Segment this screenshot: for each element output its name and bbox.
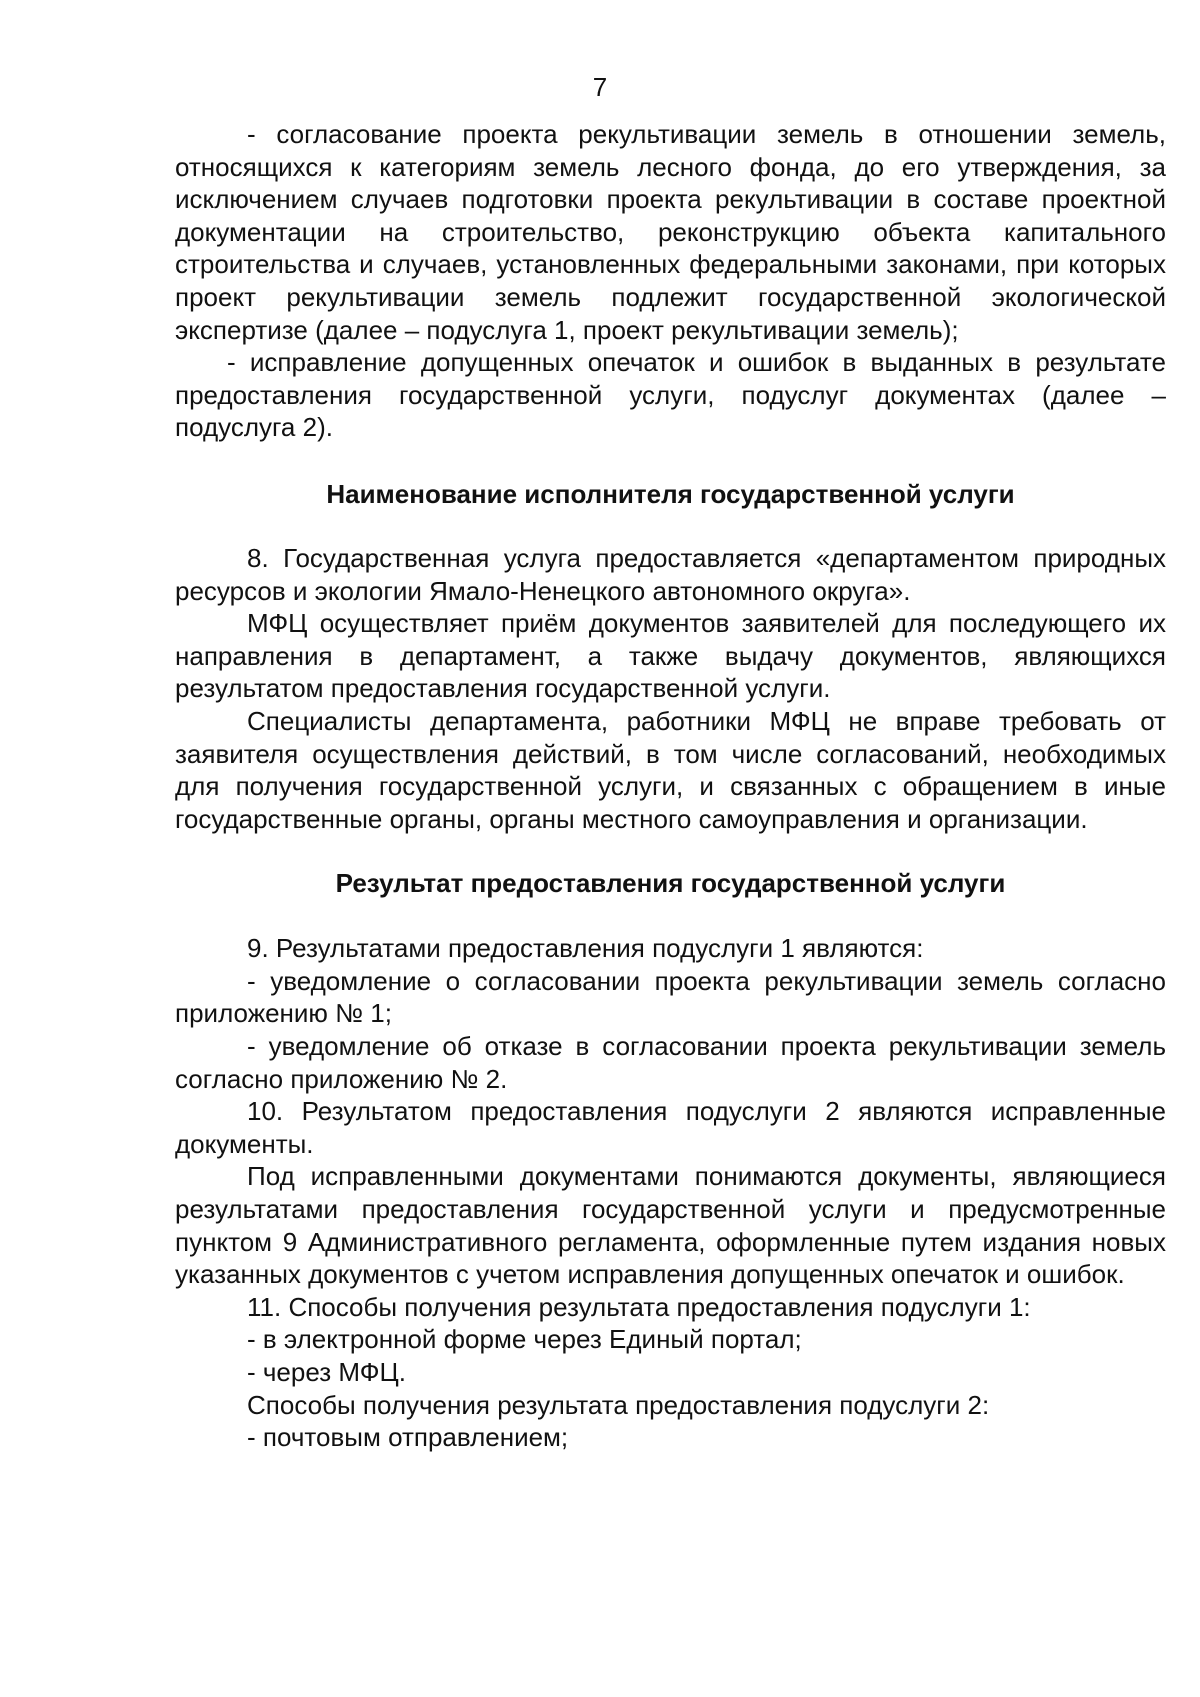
paragraph-subservice-2: - исправление допущенных опечаток и ошибок в выданных в результате предоставления государственной услуги, подуслуг документах (далее – подуслуга 2). <box>175 347 1166 443</box>
list-item-via-mfc: - через МФЦ. <box>247 1357 406 1387</box>
paragraph-corrected-documents: Под исправленными документами понимаются документы, являющиеся результатами предоставления государственной услуги и предусмотренные пунктом 9 Административного регламента, оформленные путем издания новых указанных документов с учетом исправления допущенных опечаток и ошибок. <box>175 1161 1166 1290</box>
paragraph-specialists: Специалисты департамента, работники МФЦ не вправе требовать от заявителя осуществления действий, в том числе согласований, необходимых для получения государственной услуги, и связанных с обращением в иные государственные органы, органы местного самоуправления и организации. <box>175 705 1166 834</box>
paragraph-subservice-1: - согласование проекта рекультивации земель в отношении земель, относящихся к категориям земель лесного фонда, до его утверждения, за исключением случаев подготовки проекта рекультивации в составе проектной документации на строительство, реконструкцию объекта капитального строительства и случаев, установленных федеральными законами, при которых проект рекультивации земель подлежит государственной экологической экспертизе (далее – подуслуга 1, проект рекультивации земель); <box>175 119 1166 345</box>
paragraph-item-11: 11. Способы получения результата предоставления подуслуги 1: <box>247 1291 1031 1322</box>
list-item-postal: - почтовым отправлением; <box>247 1422 569 1453</box>
page-number: 7 <box>592 72 608 102</box>
list-item-electronic: - в электронной форме через Единый портал; <box>247 1324 802 1355</box>
document-body <box>175 118 1166 1454</box>
list-item-refusal-notice: - уведомление об отказе в согласовании проекта рекультивации земель согласно приложению № 2. <box>175 1031 1166 1094</box>
section-heading-executor: Наименование исполнителя государственной услуги <box>326 478 1015 509</box>
paragraph-item-8: 8. Государственная услуга предоставляется «департаментом природных ресурсов и экологии Ямало-Ненецкого автономного округа». <box>175 542 1166 606</box>
paragraph-item-10: 10. Результатом предоставления подуслуги 2 являются исправленные документы. <box>175 1096 1166 1159</box>
paragraph-mfc: МФЦ осуществляет приём документов заявителей для последующего их направления в департамент, а также выдачу документов, являющихся результатом предоставления государственной услуги. <box>175 608 1166 704</box>
list-item-approval-notice: - уведомление о согласовании проекта рекультивации земель согласно приложению № 1; <box>175 965 1166 1029</box>
paragraph-methods-subservice-2: Способы получения результата предоставления подуслуги 2: <box>247 1389 990 1420</box>
paragraph-item-9: 9. Результатами предоставления подуслуги 1 являются: <box>247 933 924 964</box>
section-heading-result: Результат предоставления государственной услуги <box>335 868 1006 899</box>
